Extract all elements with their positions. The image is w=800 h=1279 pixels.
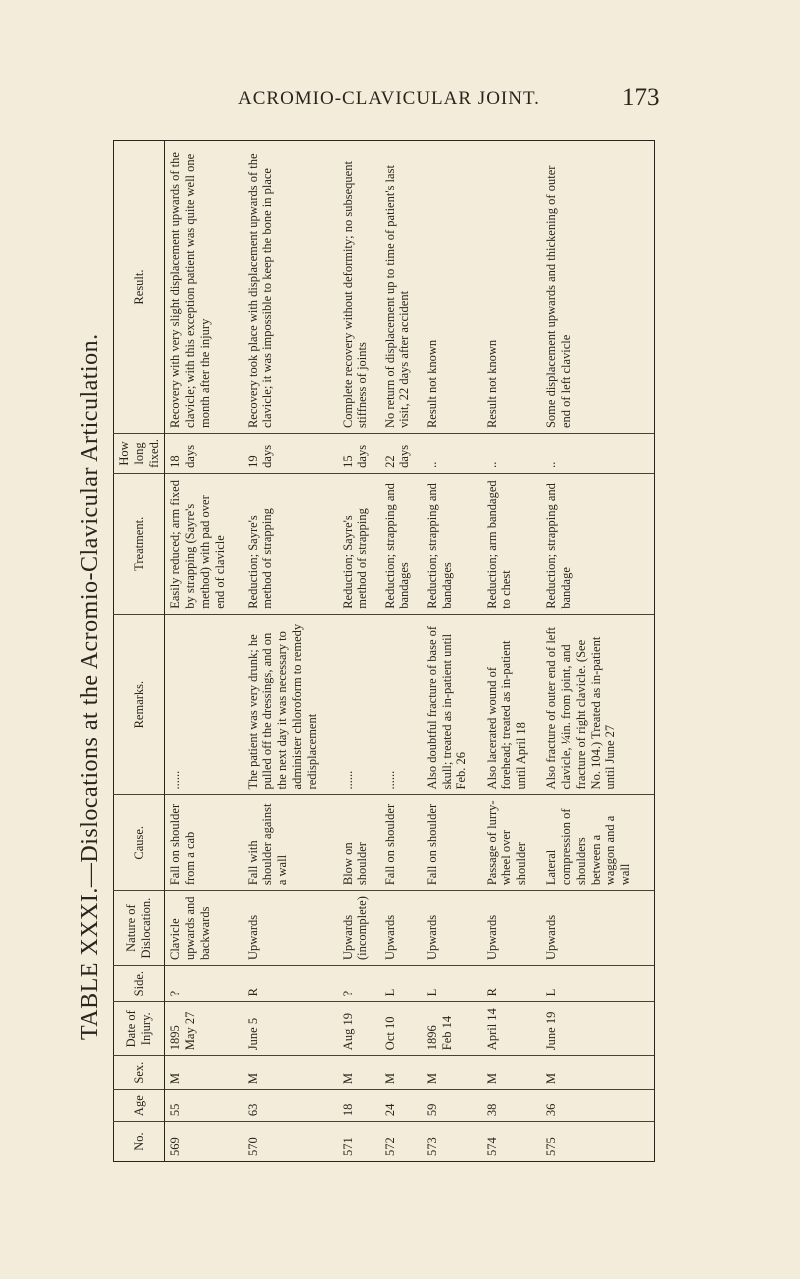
cell-age: 38	[482, 1090, 542, 1122]
cell-age: 55	[165, 1090, 243, 1122]
cell-treatment: Reduction; Sayre's method of strapping	[338, 473, 380, 614]
cell-date: 1896 Feb 14	[422, 1002, 482, 1056]
header-how-long: How long fixed.	[114, 434, 165, 474]
cell-cause: Fall on shoulder	[422, 795, 482, 891]
cell-treatment: Reduction; strapping and bandage	[541, 473, 654, 614]
header-no: No.	[114, 1122, 165, 1162]
cell-nature: Clavicle upwards and backwards	[165, 891, 243, 966]
cell-sex: M	[541, 1056, 654, 1090]
cell-cause: Fall with shoulder against a wall	[243, 795, 338, 891]
cell-treatment: Reduction; strapping and bandages	[422, 473, 482, 614]
cell-treatment: Reduction; Sayre's method of strapping	[243, 473, 338, 614]
cell-side: R	[482, 966, 542, 1002]
cell-no: 572	[380, 1122, 422, 1162]
cell-age: 24	[380, 1090, 422, 1122]
rotated-table-wrapper	[113, 140, 655, 1162]
cell-no: 575	[541, 1122, 654, 1162]
cell-sex: M	[380, 1056, 422, 1090]
cell-age: 18	[338, 1090, 380, 1122]
cell-nature: Upwards (incomplete)	[338, 891, 380, 966]
cell-age: 63	[243, 1090, 338, 1122]
cell-date: 1895 May 27	[165, 1002, 243, 1056]
cell-treatment: Reduction; arm bandaged to chest	[482, 473, 542, 614]
cell-date: Aug 19	[338, 1002, 380, 1056]
cell-how-long: 19 days	[243, 434, 338, 474]
cell-no: 569	[165, 1122, 243, 1162]
cell-nature: Upwards	[482, 891, 542, 966]
dislocations-table	[113, 140, 655, 1162]
cell-how-long: ..	[422, 434, 482, 474]
cell-remarks: The patient was very drunk; he pulled off the dressings, and on the next day it was necessary to administer chloroform to remedy redisplacement	[243, 614, 338, 795]
cell-age: 59	[422, 1090, 482, 1122]
cell-cause: Fall on shoulder	[380, 795, 422, 891]
cell-side: L	[541, 966, 654, 1002]
cell-how-long: ..	[482, 434, 542, 474]
table-row	[338, 141, 380, 1162]
cell-age: 36	[541, 1090, 654, 1122]
cell-sex: M	[165, 1056, 243, 1090]
running-title: ACROMIO-CLAVICULAR JOINT.	[238, 88, 540, 109]
cell-treatment: Easily reduced; arm fixed by strapping (Sayre's method) with pad over end of clavicle	[165, 473, 243, 614]
header-remarks: Remarks.	[114, 614, 165, 795]
cell-remarks: ......	[165, 614, 243, 795]
cell-date: June 19	[541, 1002, 654, 1056]
cell-date: June 5	[243, 1002, 338, 1056]
cell-remarks: Also fracture of outer end of left clavicle, ¼in. from joint, and fracture of right clavicle. (See No. 104.) Treated as in-patient until June 27	[541, 614, 654, 795]
cell-nature: Upwards	[422, 891, 482, 966]
header-age: Age	[114, 1090, 165, 1122]
cell-how-long: ..	[541, 434, 654, 474]
cell-no: 571	[338, 1122, 380, 1162]
cell-sex: M	[422, 1056, 482, 1090]
header-treatment: Treatment.	[114, 473, 165, 614]
cell-no: 573	[422, 1122, 482, 1162]
cell-cause: Passage of lurry-wheel over shoulder	[482, 795, 542, 891]
cell-remarks: Also doubtful fracture of base of skull; treated as in-patient until Feb. 26	[422, 614, 482, 795]
cell-sex: M	[482, 1056, 542, 1090]
cell-remarks: Also lacerated wound of forehead; treated as in-patient until April 18	[482, 614, 542, 795]
cell-result: Result not known	[482, 141, 542, 434]
running-head	[0, 84, 800, 118]
cell-date: April 14	[482, 1002, 542, 1056]
table-row	[541, 141, 654, 1162]
cell-cause: Blow on shoulder	[338, 795, 380, 891]
cell-side: ?	[165, 966, 243, 1002]
header-side: Side.	[114, 966, 165, 1002]
table-row	[380, 141, 422, 1162]
cell-no: 570	[243, 1122, 338, 1162]
cell-sex: M	[338, 1056, 380, 1090]
cell-result: Some displacement upwards and thickening of outer end of left clavicle	[541, 141, 654, 434]
cell-how-long: 22 days	[380, 434, 422, 474]
table-row	[482, 141, 542, 1162]
cell-result: No return of displacement up to time of patient's last visit, 22 days after accident	[380, 141, 422, 434]
cell-side: ?	[338, 966, 380, 1002]
cell-side: L	[422, 966, 482, 1002]
cell-result: Recovery with very slight displacement upwards of the clavicle; with this exception patient was quite well one month after the injury	[165, 141, 243, 434]
cell-nature: Upwards	[541, 891, 654, 966]
header-nature: Nature of Dislocation.	[114, 891, 165, 966]
cell-cause: Fall on shoulder from a cab	[165, 795, 243, 891]
cell-how-long: 15 days	[338, 434, 380, 474]
cell-cause: Lateral compression of shoulders between a waggon and a wall	[541, 795, 654, 891]
table-row	[422, 141, 482, 1162]
header-cause: Cause.	[114, 795, 165, 891]
header-sex: Sex.	[114, 1056, 165, 1090]
cell-sex: M	[243, 1056, 338, 1090]
cell-nature: Upwards	[243, 891, 338, 966]
cell-side: R	[243, 966, 338, 1002]
table-caption-text: TABLE XXXI.—Dislocations at the Acromio-Clavicular Articulation.	[77, 333, 103, 1040]
page-number: 173	[622, 84, 660, 111]
cell-no: 574	[482, 1122, 542, 1162]
cell-side: L	[380, 966, 422, 1002]
cell-remarks: ......	[338, 614, 380, 795]
cell-result: Result not known	[422, 141, 482, 434]
header-row	[114, 141, 165, 1162]
header-date: Date of Injury.	[114, 1002, 165, 1056]
header-result: Result.	[114, 141, 165, 434]
table-row	[165, 141, 243, 1162]
cell-date: Oct 10	[380, 1002, 422, 1056]
cell-nature: Upwards	[380, 891, 422, 966]
cell-how-long: 18 days	[165, 434, 243, 474]
cell-remarks: ......	[380, 614, 422, 795]
table-row	[243, 141, 338, 1162]
cell-result: Complete recovery without deformity; no subsequent stiffness of joints	[338, 141, 380, 434]
cell-result: Recovery took place with displacement upwards of the clavicle; it was impossible to keep the bone in place	[243, 141, 338, 434]
cell-treatment: Reduction; strapping and bandages	[380, 473, 422, 614]
